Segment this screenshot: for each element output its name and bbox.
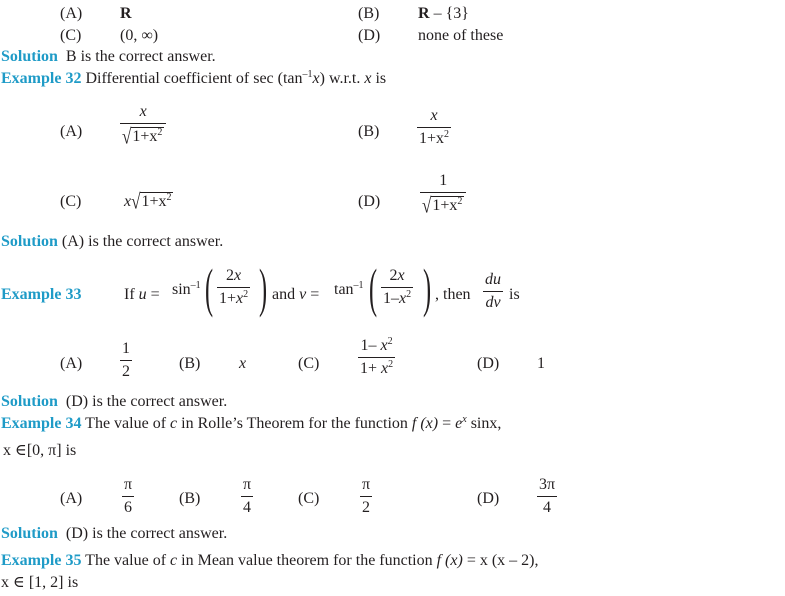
ex33-fraction-1: $\frac{2x}{1+x^2}$	[219, 267, 249, 307]
ex31-option-c-label: (C)	[60, 27, 82, 44]
solution-32	[1, 234, 223, 250]
ex33-option-d-value: 1	[537, 355, 545, 372]
ex34-option-c-label: (C)	[298, 490, 320, 507]
ex33-is: is	[509, 286, 520, 303]
ex33-if-u: If u =	[124, 286, 160, 303]
ex34-option-d-label: (D)	[477, 490, 500, 507]
ex32-option-a-fraction: $\frac{x}{√1+x^2}$	[120, 104, 166, 145]
ex33-tan-inverse: $\tan^{-1}$	[334, 280, 364, 298]
ex34-option-a-label: (A)	[60, 490, 83, 507]
ex32-option-b-label: (B)	[358, 123, 380, 140]
ex33-option-c-label: (C)	[298, 355, 320, 372]
solution-label: Solution	[1, 48, 58, 65]
ex32-option-d-label: (D)	[358, 193, 381, 210]
ex31-option-a-label: (A)	[60, 5, 83, 22]
ex33-option-a-label: (A)	[60, 355, 83, 372]
ex34-domain: x ∈[0, π] is	[3, 442, 77, 459]
ex33-then: , then	[435, 286, 471, 303]
solution-text: (D) is the correct answer.	[65, 393, 228, 410]
ex32-option-c-label: (C)	[60, 193, 82, 210]
ex33-option-a-fraction: $\frac{1}{2}$	[122, 340, 130, 380]
ex32-option-b-fraction: $\frac{x}{1+x^2}$	[419, 107, 450, 147]
ex34-option-b-fraction: $\frac{\pi}{4}$	[243, 476, 252, 516]
example-label: Example 34	[1, 415, 82, 432]
ex33-and-v: and v =	[272, 286, 320, 303]
solution-33	[1, 394, 227, 410]
ex33-sin-inverse: $\sin^{-1}$	[172, 280, 201, 298]
ex33-fraction-2: $\frac{2x}{1-x^2}$	[383, 267, 412, 307]
right-paren: )	[258, 258, 268, 318]
ex33-du-dv: $\frac{du}{dv}$	[485, 271, 501, 311]
left-paren: (	[368, 258, 378, 318]
ex33-option-d-label: (D)	[477, 355, 500, 372]
ex31-option-c-value: (0, ∞)	[120, 27, 159, 44]
ex34-option-d-fraction: $\frac{3\pi}{4}$	[539, 476, 556, 516]
ex31-option-b-value: R – {3}	[418, 5, 469, 22]
solution-34	[1, 526, 227, 542]
solution-31	[1, 49, 216, 65]
ex33-option-b-value: x	[239, 355, 247, 372]
ex31-option-a-value: R	[120, 5, 132, 22]
solution-text: (A) is the correct answer.	[61, 233, 224, 250]
ex33-option-b-label: (B)	[179, 355, 201, 372]
ex34-option-c-fraction: $\frac{\pi}{2}$	[362, 476, 371, 516]
ex32-option-a-label: (A)	[60, 123, 83, 140]
solution-label: Solution	[1, 233, 58, 250]
solution-text: (D) is the correct answer.	[65, 525, 228, 542]
ex35-domain: x ∈ [1, 2] is	[1, 574, 79, 591]
ex34-option-a-fraction: $\frac{\pi}{6}$	[124, 476, 133, 516]
solution-label: Solution	[1, 525, 58, 542]
left-paren: (	[204, 258, 214, 318]
example-32-question: Example 32 Differential coefficient of $\sec (\tan^{-1}x)$ w.r.t. x is	[1, 69, 387, 87]
ex33-option-c-fraction: $\frac{1- x^2}{1+ x^2}$	[360, 336, 394, 377]
ex31-option-b-label: (B)	[358, 5, 380, 22]
right-paren: )	[422, 258, 432, 318]
solution-text: B is the correct answer.	[65, 48, 216, 65]
example-label: Example 32	[1, 70, 82, 87]
ex34-option-b-label: (B)	[179, 490, 201, 507]
ex32-option-d-fraction: $\frac{1}{√1+x^2}$	[420, 173, 466, 214]
example-35-question: Example 35 The value of c in Mean value theorem for the function f (x) = x (x – 2),	[1, 552, 539, 569]
ex31-option-d-label: (D)	[358, 27, 381, 44]
example-34-question: Example 34 The value of c in Rolle’s Theorem for the function f $(x) = e^x$ sinx,	[1, 414, 502, 432]
example-33-label: Example 33	[1, 286, 82, 303]
ex31-option-d-value: none of these	[418, 27, 504, 44]
example-label: Example 35	[1, 552, 82, 569]
solution-label: Solution	[1, 393, 58, 410]
ex32-option-c-value: $x√1+x^2$	[124, 189, 172, 214]
